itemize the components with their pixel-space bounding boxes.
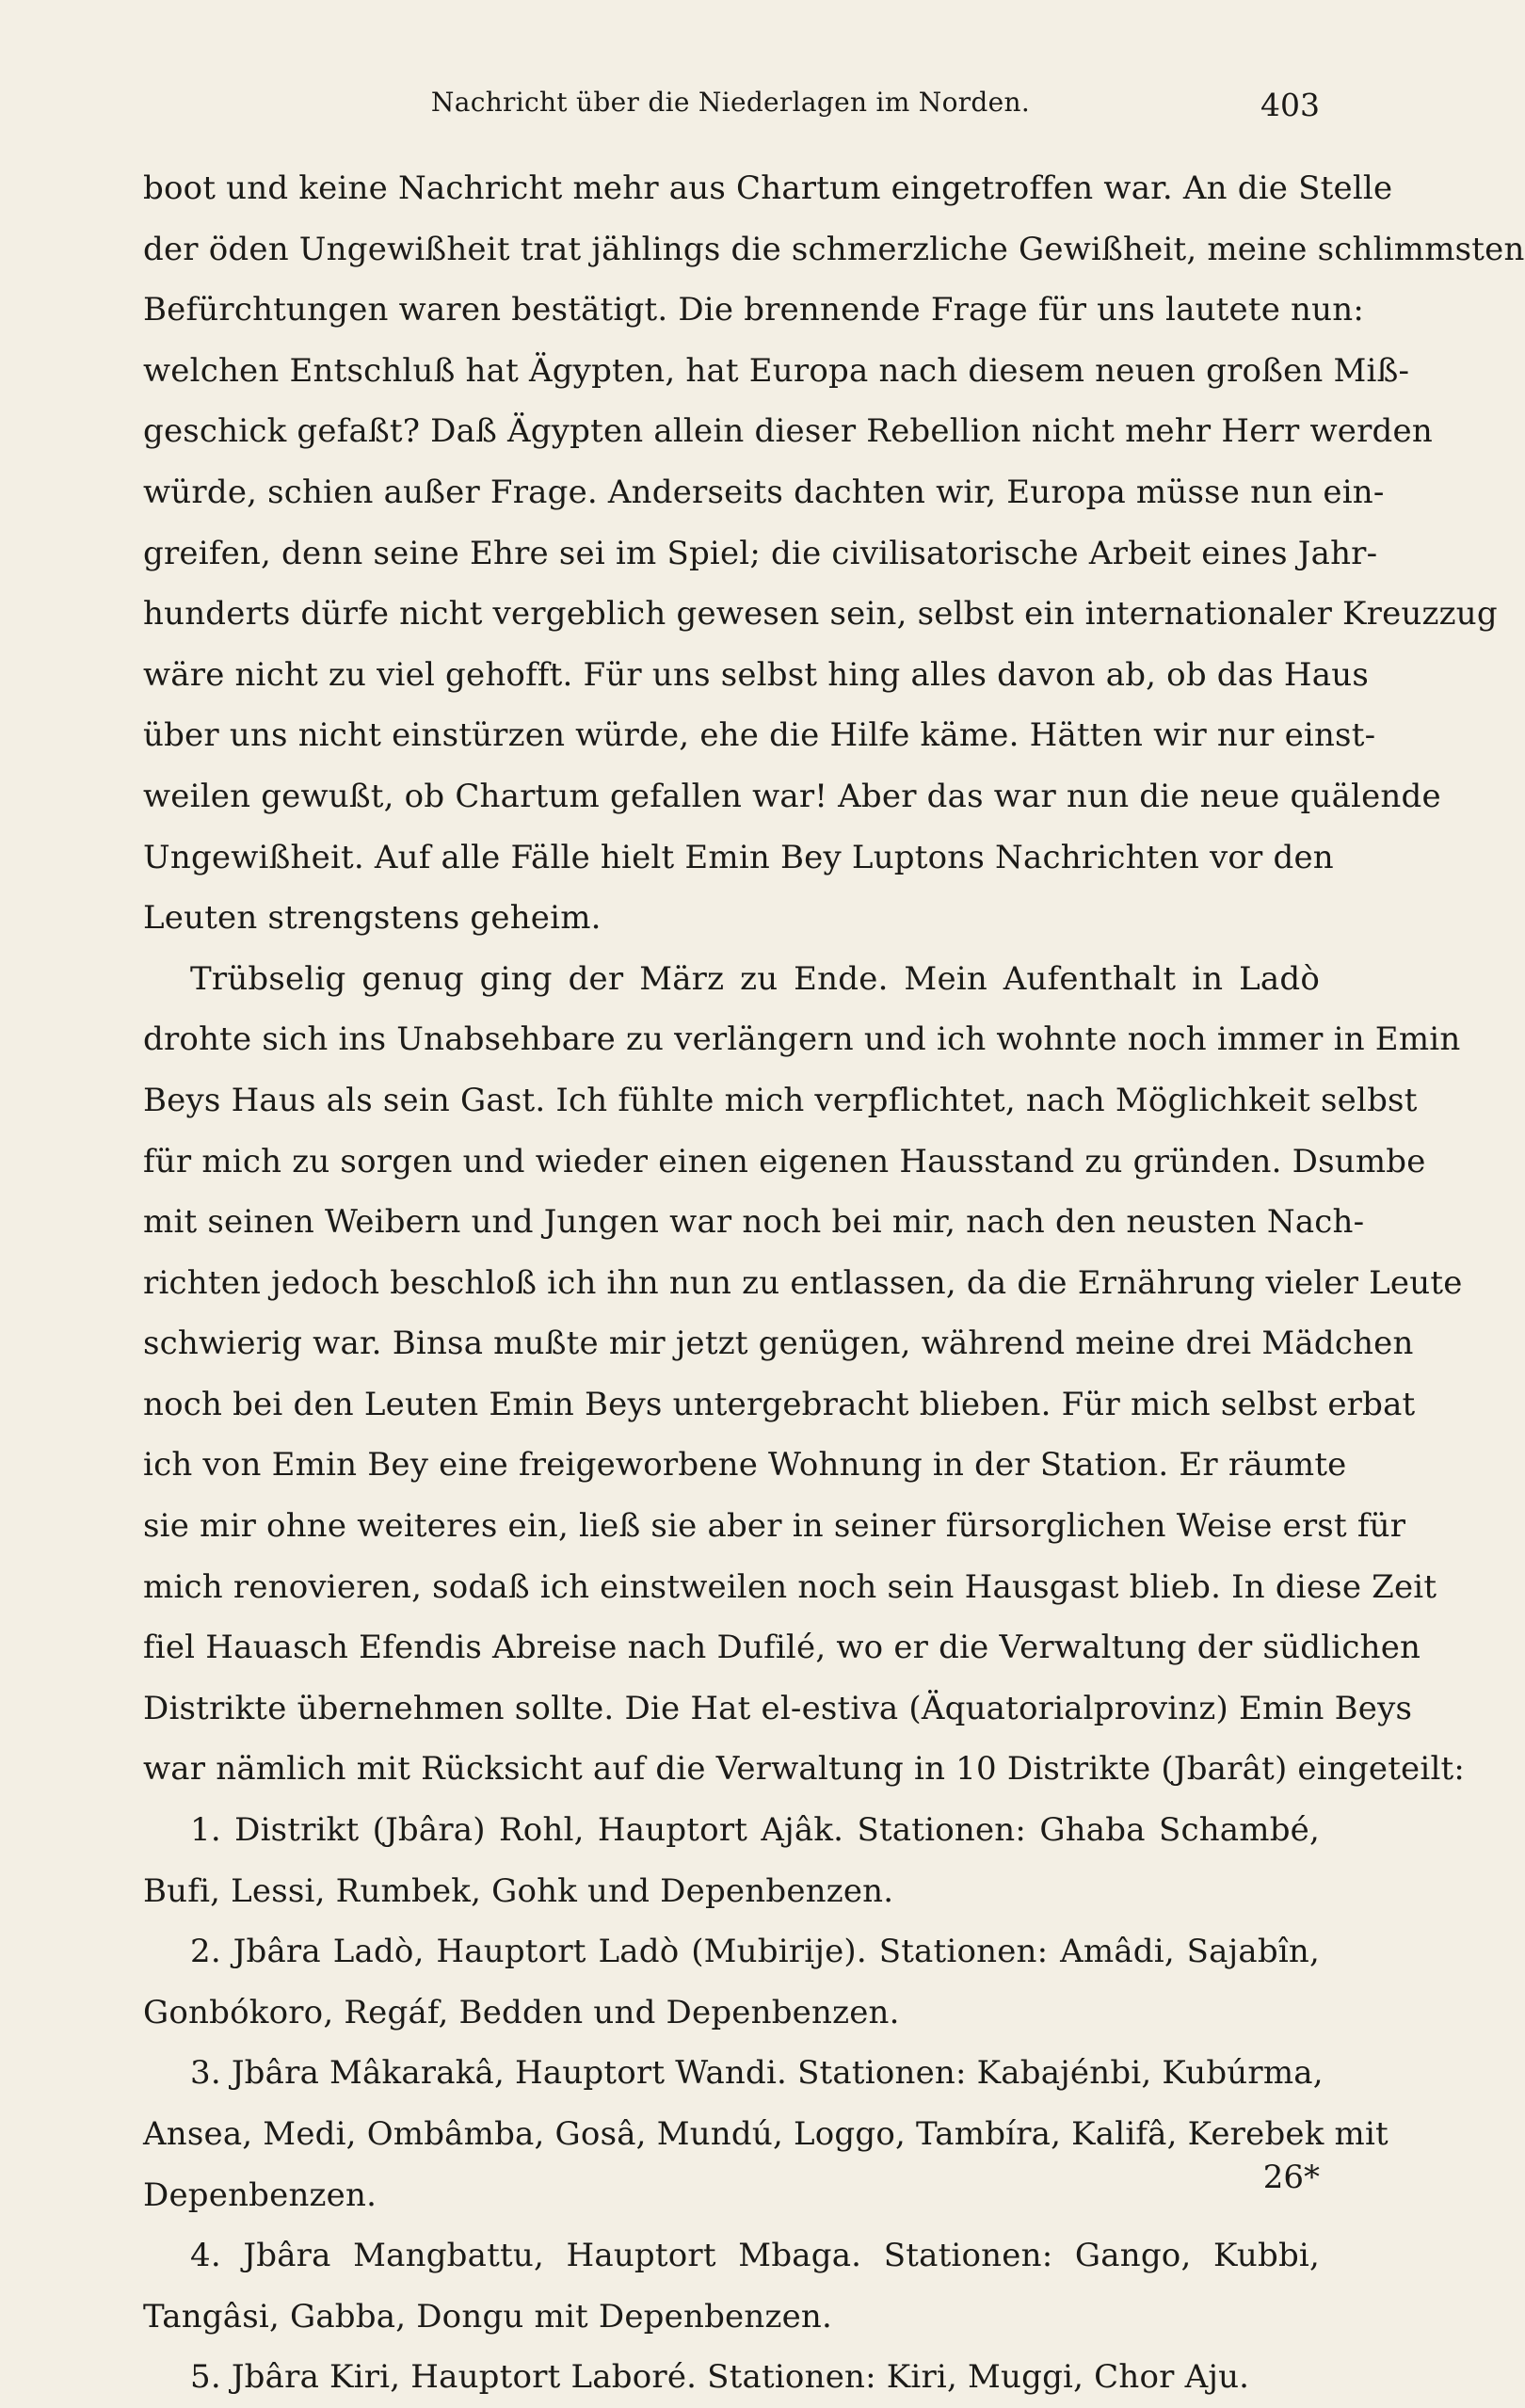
text-line: ich von Emin Bey eine freigeworbene Wohnung in der Station. Er räumte — [143, 1446, 1347, 1485]
text-line: noch bei den Leuten Emin Beys untergebracht blieben. Für mich selbst erbat — [143, 1385, 1416, 1423]
text-line: 5. Jbâra Kiri, Hauptort Laboré. Stationen: Kiri, Muggi, Chor Aju. — [190, 2358, 1250, 2397]
body-text — [143, 158, 1525, 2408]
text-line: 1. Distrikt (Jbâra) Rohl, Hauptort Ajâk. Stationen: Ghaba Schambé, — [190, 1811, 1320, 1850]
text-line: schwierig war. Binsa mußte mir jetzt genügen, während meine drei Mädchen — [143, 1324, 1414, 1363]
text-line: welchen Entschluß hat Ägypten, hat Europa nach diesem neuen großen Miß- — [143, 351, 1410, 390]
text-line: Trübselig genug ging der März zu Ende. Mein Aufenthalt in Ladò — [190, 959, 1320, 998]
text-line: der öden Ungewißheit trat jählings die schmerzliche Gewißheit, meine schlimmsten — [143, 230, 1525, 268]
text-line: boot und keine Nachricht mehr aus Chartum eingetroffen war. An die Stelle — [143, 169, 1393, 207]
text-line: mit seinen Weibern und Jungen war noch bei mir, nach den neusten Nach- — [143, 1203, 1365, 1242]
text-line: sie mir ohne weiteres ein, ließ sie aber in seiner fürsorglichen Weise erst für — [143, 1507, 1406, 1546]
text-line: 4. Jbâra Mangbattu, Hauptort Mbaga. Stationen: Gango, Kubbi, — [190, 2237, 1320, 2275]
text-line: war nämlich mit Rücksicht auf die Verwaltung in 10 Distrikte (Jbarât) eingeteilt: — [143, 1750, 1466, 1789]
text-line: über uns nicht einstürzen würde, ehe die Hilfe käme. Hätten wir nur einst- — [143, 716, 1376, 755]
text-line: Befürchtungen waren bestätigt. Die brennende Frage für uns lautete nun: — [143, 291, 1365, 329]
page-number: 403 — [1260, 87, 1320, 123]
text-line: drohte sich ins Unabsehbare zu verlängern und ich wohnte noch immer in Emin — [143, 1020, 1461, 1059]
text-line: Depenbenzen. — [143, 2175, 377, 2214]
text-line: greifen, denn seine Ehre sei im Spiel; die civilisatorische Arbeit eines Jahr- — [143, 534, 1378, 572]
page-header — [0, 87, 1461, 134]
running-title: Nachricht über die Niederlagen im Norden. — [430, 87, 1031, 118]
text-line: hunderts dürfe nicht vergeblich gewesen sein, selbst ein internationaler Kreuzzug — [143, 595, 1498, 634]
text-line: weilen gewußt, ob Chartum gefallen war! Aber das war nun die neue quälende — [143, 777, 1441, 815]
text-line: wäre nicht zu viel gehofft. Für uns selbst hing alles davon ab, ob das Haus — [143, 655, 1369, 694]
text-line: Tangâsi, Gabba, Dongu mit Depenbenzen. — [143, 2297, 832, 2336]
text-line: mich renovieren, sodaß ich einstweilen noch sein Hausgast blieb. In diese Zeit — [143, 1567, 1437, 1606]
text-line: Gonbókoro, Regáf, Bedden und Depenbenzen. — [143, 1993, 900, 2031]
text-line: Ungewißheit. Auf alle Fälle hielt Emin Bey Luptons Nachrichten vor den — [143, 838, 1334, 876]
text-line: Beys Haus als sein Gast. Ich fühlte mich verpflichtet, nach Möglichkeit selbst — [143, 1081, 1418, 1119]
text-line: Ansea, Medi, Ombâmba, Gosâ, Mundú, Loggo, Tambíra, Kalifâ, Kerebek mit — [143, 2115, 1389, 2153]
text-line: würde, schien außer Frage. Anderseits dachten wir, Europa müsse nun ein- — [143, 473, 1385, 511]
text-line: fiel Hauasch Efendis Abreise nach Dufilé, wo er die Verwaltung der südlichen — [143, 1629, 1421, 1667]
text-line: 2. Jbâra Ladò, Hauptort Ladò (Mubirije). Stationen: Amâdi, Sajabîn, — [190, 1933, 1320, 1971]
text-line: richten jedoch beschloß ich ihn nun zu entlassen, da die Ernährung vieler Leute — [143, 1263, 1463, 1302]
signature-mark: 26* — [1262, 2159, 1320, 2196]
text-line: Leuten strengstens geheim. — [143, 899, 602, 938]
text-line: geschick gefaßt? Daß Ägypten allein dieser Rebellion nicht mehr Herr werden — [143, 412, 1433, 451]
text-line: Distrikte übernehmen sollte. Die Hat el-estiva (Äquatorialprovinz) Emin Beys — [143, 1689, 1413, 1727]
text-line: 3. Jbâra Mâkarakâ, Hauptort Wandi. Stationen: Kabajénbi, Kubúrma, — [190, 2054, 1324, 2093]
text-line: für mich zu sorgen und wieder einen eigenen Hausstand zu gründen. Dsumbe — [143, 1142, 1426, 1180]
text-line: Bufi, Lessi, Rumbek, Gohk und Depenbenzen. — [143, 1871, 894, 1910]
